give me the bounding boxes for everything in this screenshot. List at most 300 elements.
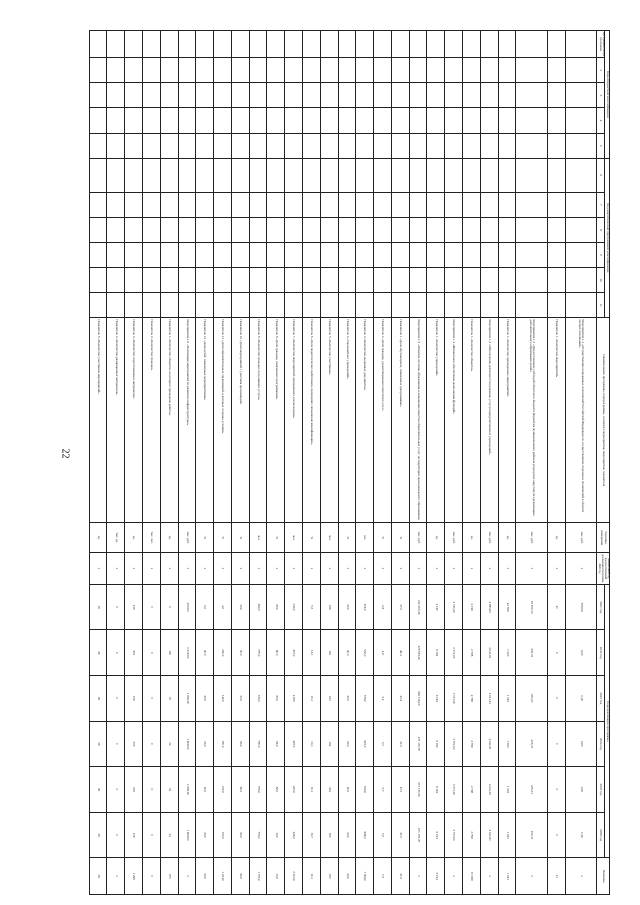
code-cell [249, 58, 267, 83]
code-cell [409, 192, 427, 217]
value-2024-cell: 4 041,81 [480, 721, 498, 767]
code-cell [249, 83, 267, 108]
code-cell [267, 31, 285, 58]
final-value-cell: х [445, 858, 463, 895]
value-2023-cell: 0,00 [565, 676, 597, 722]
code-cell [463, 31, 481, 58]
code-cell [565, 242, 597, 267]
code-cell [249, 242, 267, 267]
code-cell [160, 192, 178, 217]
code-cell [498, 58, 516, 83]
table-row [445, 31, 463, 895]
code-cell [565, 83, 597, 108]
unit-cell: ед. [498, 523, 516, 553]
code-cell [143, 268, 161, 293]
header-2026: 2026 год [597, 812, 605, 858]
code-cell [285, 133, 303, 158]
value-2024-cell: 0 [143, 721, 161, 767]
value-2020-cell: х [249, 552, 267, 584]
code-cell [356, 158, 374, 192]
value-2022-cell: 532,0 [356, 630, 374, 676]
code-cell [547, 293, 565, 318]
code-cell [231, 58, 249, 83]
value-2021-cell: 4,0 [214, 584, 232, 630]
code-cell [143, 293, 161, 318]
final-value-cell: 165 [320, 858, 338, 895]
code-cell [391, 133, 409, 158]
code-cell [320, 217, 338, 242]
code-cell [214, 58, 232, 83]
name-cell: Показатель 1 «Количество мероприятий» [547, 318, 565, 523]
value-2021-cell: 4 190 [427, 584, 445, 630]
table-row [231, 31, 249, 895]
code-cell [125, 83, 143, 108]
final-value-cell: 1 599,0 [356, 858, 374, 895]
value-2025-cell: 425,0 [285, 767, 303, 813]
code-cell [196, 293, 214, 318]
code-cell [480, 31, 498, 58]
code-cell [463, 217, 481, 242]
code-cell [498, 83, 516, 108]
value-2021-cell: 20,0 [338, 584, 356, 630]
table-row [303, 31, 321, 895]
header-col-8: 8 [597, 217, 605, 242]
value-2025-cell: 0,00 [565, 767, 597, 813]
code-cell [356, 58, 374, 83]
code-cell [178, 217, 196, 242]
code-cell [249, 31, 267, 58]
code-cell [214, 31, 232, 58]
code-cell [178, 242, 196, 267]
value-2021-cell: 37,5 [391, 584, 409, 630]
unit-cell: % [303, 523, 321, 553]
value-2020-cell: х [391, 552, 409, 584]
code-cell [391, 293, 409, 318]
code-cell [391, 242, 409, 267]
value-2023-cell: 235,31 [516, 676, 548, 722]
code-cell [498, 293, 516, 318]
value-2023-cell: 730,0 [249, 676, 267, 722]
table-row [249, 31, 267, 895]
name-cell: Мероприятие 1.3 «Обеспечение деятельности (оказание услуг) подведомственных учреждений» [480, 318, 498, 523]
header-col-2: 2 [597, 58, 605, 83]
value-2026-cell: 10,0 [267, 812, 285, 858]
code-cell [285, 242, 303, 267]
code-cell [445, 83, 463, 108]
code-cell [516, 158, 548, 192]
code-cell [143, 242, 161, 267]
code-cell [303, 192, 321, 217]
name-cell: Показатель 1 «Количество объектов, на которых проведены работы» [160, 318, 178, 523]
unit-cell: % [231, 523, 249, 553]
table-row [320, 31, 338, 895]
code-cell [427, 31, 445, 58]
code-cell [565, 31, 597, 58]
header-col-10: 10 [597, 268, 605, 293]
value-2026-cell: 235,31 [516, 812, 548, 858]
header-col-7: 7 [597, 192, 605, 217]
header-2023: 2023 год [597, 676, 605, 722]
final-value-cell: х [178, 858, 196, 895]
code-cell [303, 31, 321, 58]
code-cell [445, 293, 463, 318]
value-2025-cell: 20,0 [338, 767, 356, 813]
code-cell [547, 192, 565, 217]
code-cell [267, 58, 285, 83]
value-2020-cell: х [427, 552, 445, 584]
value-2024-cell: 1 808,00 [178, 721, 196, 767]
code-cell [391, 31, 409, 58]
unit-cell: ед. [427, 523, 445, 553]
value-2026-cell: 150,0 [214, 812, 232, 858]
value-2020-cell: х [320, 552, 338, 584]
value-2026-cell: 20,0 [338, 812, 356, 858]
value-2021-cell: 2 895,83 [480, 584, 498, 630]
landscape-table-area [90, 30, 610, 895]
code-cell [547, 83, 565, 108]
code-cell [445, 158, 463, 192]
code-cell [107, 268, 125, 293]
value-2020-cell: х [231, 552, 249, 584]
name-cell: Показатель 1 «Доля обучающихся, охваченных программами» [391, 318, 409, 523]
value-2020-cell: х [356, 552, 374, 584]
value-2020-cell: х [409, 552, 427, 584]
value-2026-cell: 47,3 [391, 812, 409, 858]
value-2020-cell: х [516, 552, 548, 584]
value-2022-cell: 6 194 [427, 630, 445, 676]
value-2026-cell: 0 [143, 812, 161, 858]
value-2022-cell: 430,0 [214, 630, 232, 676]
value-2022-cell: 770,0 [249, 630, 267, 676]
unit-cell: ед. [547, 523, 565, 553]
code-cell [160, 158, 178, 192]
header-col-11: 11 [597, 293, 605, 318]
code-cell [214, 108, 232, 133]
code-cell [320, 133, 338, 158]
final-value-cell: 20,0 [196, 858, 214, 895]
value-2026-cell: 1 523 [498, 812, 516, 858]
value-2026-cell: 0,00 [565, 812, 597, 858]
code-cell [160, 31, 178, 58]
table-row [463, 31, 481, 895]
code-cell [303, 108, 321, 133]
code-cell [565, 158, 597, 192]
code-cell [285, 217, 303, 242]
code-cell [391, 192, 409, 217]
value-2021-cell: 676,09 [565, 584, 597, 630]
code-cell [143, 31, 161, 58]
code-cell [178, 192, 196, 217]
value-2023-cell: 80,0 [267, 676, 285, 722]
code-cell [498, 158, 516, 192]
code-cell [231, 158, 249, 192]
code-cell [547, 58, 565, 83]
code-cell [303, 293, 321, 318]
value-2021-cell: 2 199 [463, 584, 481, 630]
name-cell: Показатель 3 «Количество подготовленных материалов» [125, 318, 143, 523]
code-cell [214, 268, 232, 293]
value-2025-cell: 0 [107, 767, 125, 813]
value-2023-cell: 45,4 [391, 676, 409, 722]
code-cell [89, 293, 107, 318]
code-cell [303, 83, 321, 108]
code-cell [356, 83, 374, 108]
code-cell [267, 192, 285, 217]
value-2021-cell: 0 [143, 584, 161, 630]
unit-cell: % [338, 523, 356, 553]
code-cell [125, 293, 143, 318]
code-cell [285, 83, 303, 108]
code-cell [356, 242, 374, 267]
unit-cell: ед. [125, 523, 143, 553]
code-cell [89, 158, 107, 192]
code-cell [107, 293, 125, 318]
code-cell [125, 217, 143, 242]
code-cell [178, 268, 196, 293]
code-cell [214, 83, 232, 108]
code-cell [160, 108, 178, 133]
final-value-cell: х [480, 858, 498, 895]
name-cell: Показатель 2 «Количество граждан» [143, 318, 161, 523]
value-2022-cell: 80,0 [267, 630, 285, 676]
final-value-cell: 15 098 [463, 858, 481, 895]
code-cell [338, 31, 356, 58]
code-cell [445, 58, 463, 83]
code-cell [356, 133, 374, 158]
code-cell [445, 242, 463, 267]
value-2022-cell: 20,0 [196, 630, 214, 676]
unit-cell: % [267, 523, 285, 553]
final-value-cell: 1 474,0 [214, 858, 232, 895]
table-row [143, 31, 161, 895]
header-2025: 2025 год [597, 767, 605, 813]
value-2020-cell: х [463, 552, 481, 584]
name-cell: Показатель 3 «Количество выданных документов» [356, 318, 374, 523]
code-cell [267, 217, 285, 242]
code-cell [463, 108, 481, 133]
value-2023-cell: 1 863,00 [178, 676, 196, 722]
unit-cell: % [391, 523, 409, 553]
code-cell [196, 133, 214, 158]
code-cell [338, 83, 356, 108]
value-2024-cell: 90,0 [231, 721, 249, 767]
value-2020-cell: х [565, 552, 597, 584]
unit-cell: тыс. руб. [445, 523, 463, 553]
value-2024-cell: 0 [547, 721, 565, 767]
value-2021-cell: 80,0 [267, 584, 285, 630]
value-2025-cell: 5,7 [374, 767, 392, 813]
unit-cell: ед. [463, 523, 481, 553]
code-cell [374, 217, 392, 242]
code-cell [409, 242, 427, 267]
value-2021-cell: 2 570,30 [445, 584, 463, 630]
code-cell [285, 108, 303, 133]
code-cell [231, 242, 249, 267]
code-cell [498, 217, 516, 242]
code-cell [231, 192, 249, 217]
code-cell [480, 58, 498, 83]
table-row [267, 31, 285, 895]
code-cell [374, 158, 392, 192]
code-cell [231, 83, 249, 108]
code-cell [303, 217, 321, 242]
code-cell [89, 242, 107, 267]
code-cell [267, 108, 285, 133]
code-cell [547, 158, 565, 192]
code-cell [391, 158, 409, 192]
value-2024-cell: 10,1 [303, 721, 321, 767]
value-2022-cell: 3 571,00 [445, 630, 463, 676]
code-cell [178, 108, 196, 133]
code-cell [463, 158, 481, 192]
code-cell [285, 158, 303, 192]
code-cell [89, 83, 107, 108]
value-2023-cell: 50,0 [231, 676, 249, 722]
code-cell [214, 293, 232, 318]
code-cell [409, 31, 427, 58]
value-2026-cell: 34 [160, 812, 178, 858]
value-2022-cell: 235,31 [516, 630, 548, 676]
code-cell [516, 83, 548, 108]
code-cell [107, 31, 125, 58]
table-row [125, 31, 143, 895]
code-cell [409, 58, 427, 83]
value-2022-cell: 1 523 [498, 630, 516, 676]
table-row [516, 31, 548, 895]
table-row [547, 31, 565, 895]
value-2026-cell: 2 798 [463, 812, 481, 858]
unit-cell: % [374, 523, 392, 553]
code-cell [498, 108, 516, 133]
code-cell [338, 58, 356, 83]
value-2026-cell: 428,0 [285, 812, 303, 858]
value-2020-cell: х [374, 552, 392, 584]
code-cell [565, 268, 597, 293]
value-2024-cell: 47,3 [391, 721, 409, 767]
value-2020-cell: х [338, 552, 356, 584]
code-cell [196, 108, 214, 133]
code-cell [356, 192, 374, 217]
value-2023-cell: 419,0 [285, 676, 303, 722]
value-2025-cell: 164 [320, 767, 338, 813]
value-2020-cell: х [196, 552, 214, 584]
code-cell [249, 293, 267, 318]
header-years: Годы реализации программы [605, 584, 610, 858]
code-cell [107, 192, 125, 217]
header-codes: Коды бюджетной классификации [605, 31, 610, 159]
value-2020-cell: х [107, 552, 125, 584]
code-cell [143, 83, 161, 108]
value-2024-cell: 20,0 [196, 721, 214, 767]
code-cell [427, 242, 445, 267]
code-cell [463, 133, 481, 158]
unit-cell: % [214, 523, 232, 553]
final-value-cell: 38 [89, 858, 107, 895]
value-2021-cell: 340,0 [285, 584, 303, 630]
value-2026-cell: 750,0 [249, 812, 267, 858]
code-cell [356, 268, 374, 293]
value-2022-cell: 0 [107, 630, 125, 676]
code-cell [178, 158, 196, 192]
code-cell [409, 108, 427, 133]
code-cell [565, 192, 597, 217]
header-unit: Единица измерения [597, 523, 610, 553]
code-cell [391, 217, 409, 242]
value-2021-cell: 250,00 [178, 584, 196, 630]
code-cell [285, 268, 303, 293]
value-2021-cell: 50,0 [231, 584, 249, 630]
code-cell [267, 133, 285, 158]
value-2023-cell: 2 798 [463, 676, 481, 722]
code-cell [303, 133, 321, 158]
value-2021-cell: 5,5 [303, 584, 321, 630]
final-value-cell: 6 194 [427, 858, 445, 895]
value-2020-cell: х [267, 552, 285, 584]
code-cell [303, 158, 321, 192]
code-cell [445, 268, 463, 293]
value-2024-cell: 235,31 [516, 721, 548, 767]
code-cell [89, 108, 107, 133]
code-cell [480, 108, 498, 133]
final-value-cell: 41 [547, 858, 565, 895]
value-2022-cell: 407,0 [285, 630, 303, 676]
code-cell [409, 83, 427, 108]
name-cell: Показатель 7 «Количество мероприятий, проведенных для молодежи» [285, 318, 303, 523]
code-cell [338, 293, 356, 318]
header-col-9: 9 [597, 242, 605, 267]
value-2023-cell: 3 571,00 [445, 676, 463, 722]
code-cell [178, 83, 196, 108]
table-row [285, 31, 303, 895]
value-2026-cell: 6 194 [427, 812, 445, 858]
value-2024-cell: 425,0 [285, 721, 303, 767]
value-2023-cell: 38 [89, 676, 107, 722]
code-cell [160, 293, 178, 318]
value-2025-cell: 2 798 [463, 767, 481, 813]
code-cell [338, 217, 356, 242]
value-2020-cell: х [480, 552, 498, 584]
value-2023-cell: 216 [125, 676, 143, 722]
value-2026-cell: 1 808,00 [178, 812, 196, 858]
code-cell [231, 268, 249, 293]
code-cell [231, 108, 249, 133]
code-cell [125, 108, 143, 133]
value-2025-cell: 235,31 [516, 767, 548, 813]
code-cell [214, 217, 232, 242]
code-cell [427, 192, 445, 217]
code-cell [125, 158, 143, 192]
name-cell: Показатель 5 «Количество участников» [320, 318, 338, 523]
code-cell [516, 133, 548, 158]
code-cell [320, 58, 338, 83]
code-cell [445, 108, 463, 133]
code-cell [374, 108, 392, 133]
code-cell [498, 31, 516, 58]
value-2025-cell: 20,0 [196, 767, 214, 813]
header-2024: 2024 год [597, 721, 605, 767]
value-2021-cell: 460,0 [249, 584, 267, 630]
code-cell [249, 217, 267, 242]
code-cell [107, 83, 125, 108]
value-2025-cell: 38 [89, 767, 107, 813]
value-2025-cell: 750,0 [249, 767, 267, 813]
value-2020-cell: х [89, 552, 107, 584]
value-2023-cell: 163 [320, 676, 338, 722]
value-2024-cell: 2 798 [463, 721, 481, 767]
code-cell [409, 268, 427, 293]
code-cell [463, 242, 481, 267]
value-2023-cell: 140,0 [214, 676, 232, 722]
